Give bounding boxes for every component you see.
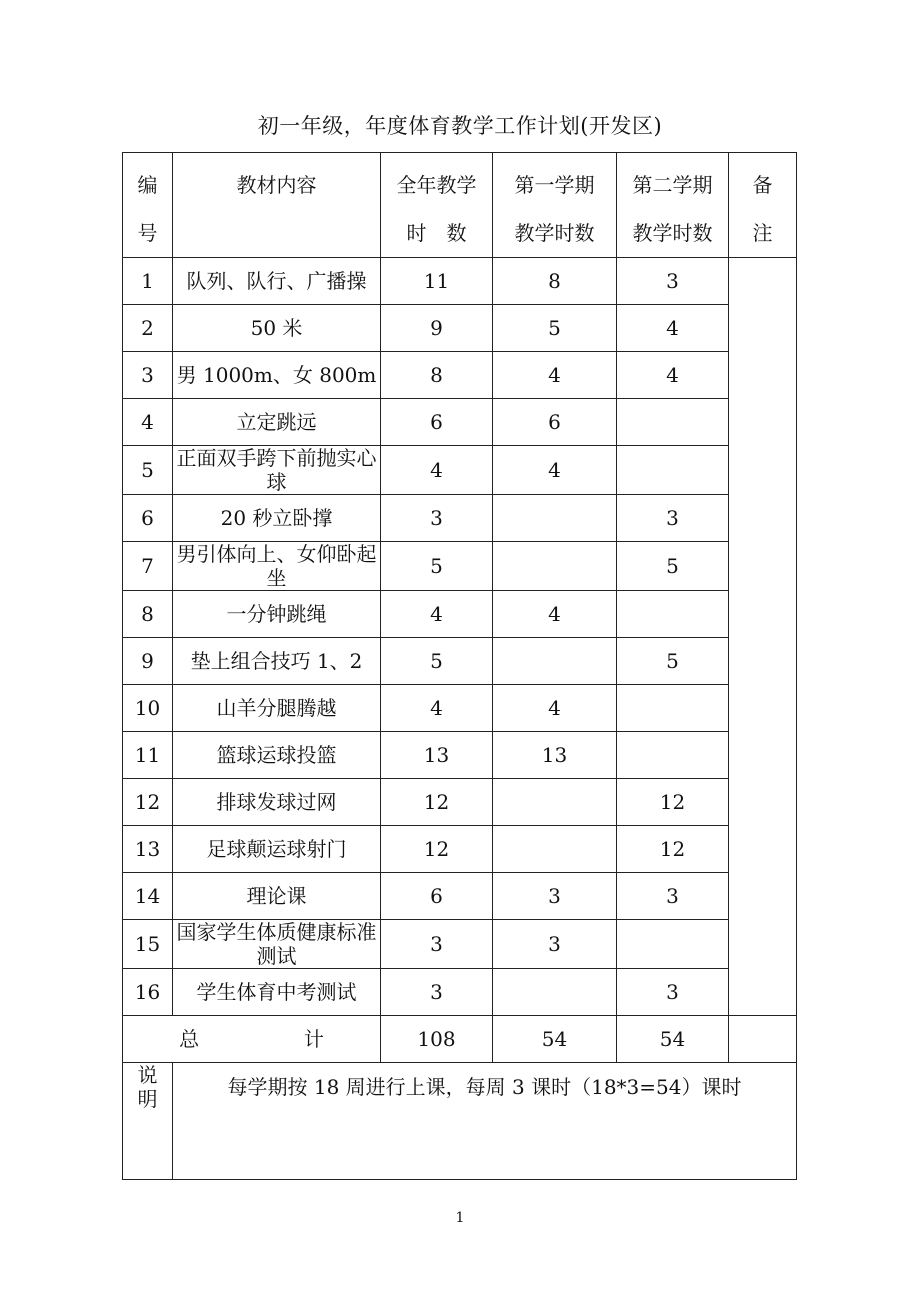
row-term2-hours: 12 xyxy=(617,826,729,873)
row-term1-hours: 4 xyxy=(493,446,617,495)
row-term1-hours: 4 xyxy=(493,591,617,638)
row-content: 正面双手跨下前抛实心球 xyxy=(173,446,381,495)
row-year-hours: 8 xyxy=(381,352,493,399)
row-term1-hours: 8 xyxy=(493,258,617,305)
row-content: 理论课 xyxy=(173,873,381,920)
total-year-hours: 108 xyxy=(381,1016,493,1063)
row-no: 14 xyxy=(123,873,173,920)
row-no: 7 xyxy=(123,542,173,591)
row-year-hours: 4 xyxy=(381,446,493,495)
row-year-hours: 4 xyxy=(381,591,493,638)
table-row xyxy=(123,779,797,826)
row-no: 10 xyxy=(123,685,173,732)
header-content: 教材内容 xyxy=(173,153,381,258)
table-row xyxy=(123,638,797,685)
row-no: 4 xyxy=(123,399,173,446)
table-row xyxy=(123,873,797,920)
row-content: 50 米 xyxy=(173,305,381,352)
row-content: 男引体向上、女仰卧起坐 xyxy=(173,542,381,591)
row-term2-hours: 4 xyxy=(617,305,729,352)
row-content: 男 1000m、女 800m xyxy=(173,352,381,399)
row-term2-hours: 5 xyxy=(617,542,729,591)
row-term1-hours xyxy=(493,826,617,873)
notes-text: 每学期按 18 周进行上课，每周 3 课时（18*3=54）课时 xyxy=(173,1063,797,1180)
total-term1-hours: 54 xyxy=(493,1016,617,1063)
row-term2-hours: 3 xyxy=(617,873,729,920)
row-term2-hours xyxy=(617,591,729,638)
table-row xyxy=(123,591,797,638)
header-remark: 备 注 xyxy=(729,153,797,258)
row-term1-hours xyxy=(493,779,617,826)
header-term1-hours: 第一学期 教学时数 xyxy=(493,153,617,258)
row-year-hours: 6 xyxy=(381,399,493,446)
row-year-hours: 11 xyxy=(381,258,493,305)
row-content: 一分钟跳绳 xyxy=(173,591,381,638)
table-row xyxy=(123,305,797,352)
row-term1-hours xyxy=(493,495,617,542)
table-row xyxy=(123,542,797,591)
header-year-hours: 全年教学 时 数 xyxy=(381,153,493,258)
row-term1-hours: 3 xyxy=(493,873,617,920)
row-term2-hours xyxy=(617,732,729,779)
row-content: 20 秒立卧撑 xyxy=(173,495,381,542)
row-no: 8 xyxy=(123,591,173,638)
row-no: 2 xyxy=(123,305,173,352)
plan-table xyxy=(122,152,797,1180)
header-row xyxy=(123,153,797,258)
table-row xyxy=(123,352,797,399)
row-content: 国家学生体质健康标准测试 xyxy=(173,920,381,969)
row-content: 队列、队行、广播操 xyxy=(173,258,381,305)
row-no: 9 xyxy=(123,638,173,685)
row-year-hours: 4 xyxy=(381,685,493,732)
row-term1-hours xyxy=(493,542,617,591)
row-no: 12 xyxy=(123,779,173,826)
row-term2-hours xyxy=(617,446,729,495)
row-no: 13 xyxy=(123,826,173,873)
row-no: 16 xyxy=(123,969,173,1016)
row-year-hours: 9 xyxy=(381,305,493,352)
row-term2-hours: 3 xyxy=(617,969,729,1016)
remark-cell xyxy=(729,258,797,1016)
row-term2-hours xyxy=(617,920,729,969)
header-no: 编 号 xyxy=(123,153,173,258)
row-no: 3 xyxy=(123,352,173,399)
row-term2-hours: 3 xyxy=(617,258,729,305)
total-remark xyxy=(729,1016,797,1063)
row-content: 山羊分腿腾越 xyxy=(173,685,381,732)
row-content: 篮球运球投篮 xyxy=(173,732,381,779)
table-row xyxy=(123,732,797,779)
row-term2-hours: 5 xyxy=(617,638,729,685)
row-term1-hours: 3 xyxy=(493,920,617,969)
total-label: 总 计 xyxy=(123,1016,381,1063)
table-row xyxy=(123,826,797,873)
row-term2-hours: 4 xyxy=(617,352,729,399)
row-no: 6 xyxy=(123,495,173,542)
row-no: 1 xyxy=(123,258,173,305)
total-row xyxy=(123,1016,797,1063)
notes-label: 说 明 xyxy=(123,1063,173,1180)
table-row xyxy=(123,495,797,542)
table-row xyxy=(123,969,797,1016)
row-year-hours: 12 xyxy=(381,779,493,826)
row-content: 排球发球过网 xyxy=(173,779,381,826)
row-content: 足球颠运球射门 xyxy=(173,826,381,873)
table-row xyxy=(123,258,797,305)
row-content: 垫上组合技巧 1、2 xyxy=(173,638,381,685)
table-row xyxy=(123,920,797,969)
table-row xyxy=(123,685,797,732)
row-year-hours: 3 xyxy=(381,920,493,969)
row-year-hours: 13 xyxy=(381,732,493,779)
row-term1-hours: 13 xyxy=(493,732,617,779)
row-year-hours: 5 xyxy=(381,638,493,685)
row-term1-hours: 4 xyxy=(493,352,617,399)
row-year-hours: 5 xyxy=(381,542,493,591)
row-no: 11 xyxy=(123,732,173,779)
header-term2-hours: 第二学期 教学时数 xyxy=(617,153,729,258)
row-term1-hours xyxy=(493,638,617,685)
row-content: 学生体育中考测试 xyxy=(173,969,381,1016)
row-no: 15 xyxy=(123,920,173,969)
row-term1-hours: 6 xyxy=(493,399,617,446)
row-no: 5 xyxy=(123,446,173,495)
row-term1-hours: 4 xyxy=(493,685,617,732)
row-year-hours: 12 xyxy=(381,826,493,873)
total-term2-hours: 54 xyxy=(617,1016,729,1063)
row-term2-hours xyxy=(617,399,729,446)
row-year-hours: 3 xyxy=(381,969,493,1016)
row-term2-hours: 12 xyxy=(617,779,729,826)
row-year-hours: 3 xyxy=(381,495,493,542)
table-row xyxy=(123,399,797,446)
notes-row xyxy=(123,1063,797,1180)
table-row xyxy=(123,446,797,495)
page-number: 1 xyxy=(455,1210,465,1226)
row-year-hours: 6 xyxy=(381,873,493,920)
page-title: 初一年级，年度体育教学工作计划(开发区) xyxy=(257,114,663,138)
row-term1-hours xyxy=(493,969,617,1016)
row-term1-hours: 5 xyxy=(493,305,617,352)
row-term2-hours: 3 xyxy=(617,495,729,542)
row-content: 立定跳远 xyxy=(173,399,381,446)
row-term2-hours xyxy=(617,685,729,732)
